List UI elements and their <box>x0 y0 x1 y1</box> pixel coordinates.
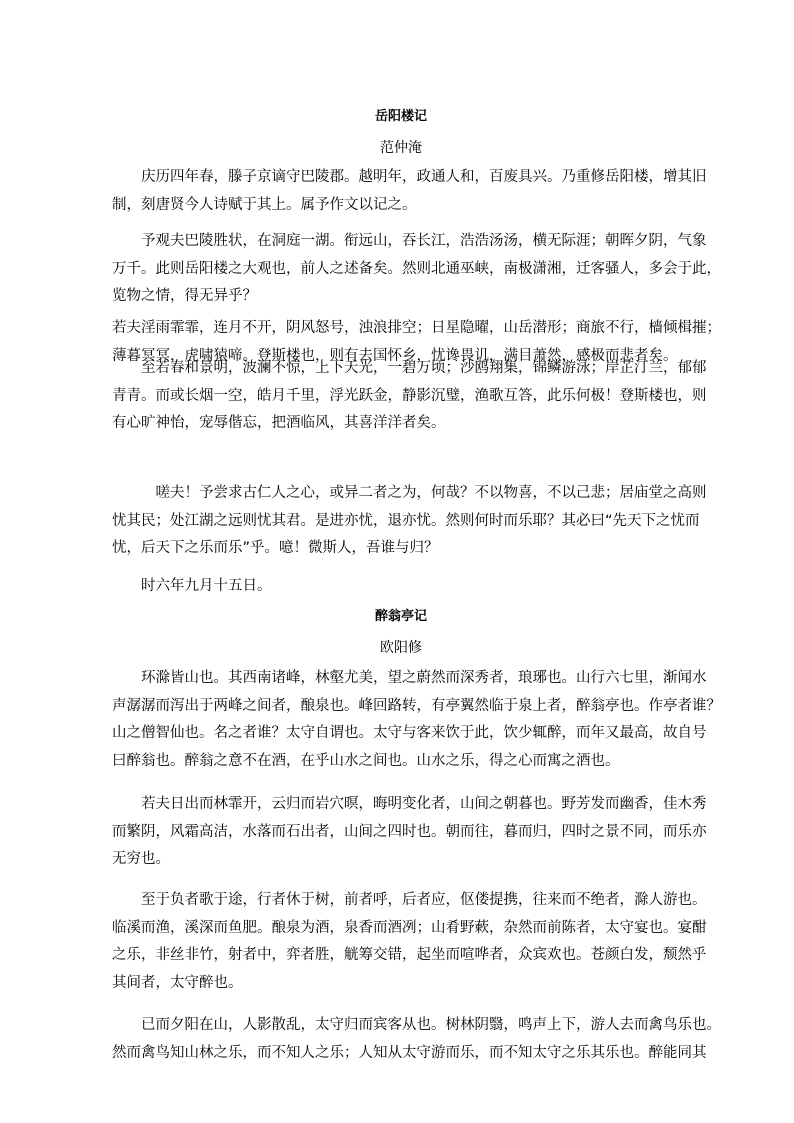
text-line: 时六年九月十五日。 <box>112 578 272 594</box>
text-line: 至于负者歌于途，行者休于树，前者呼，后者应，伛偻提携，往来而不绝者，滁人游也。 <box>112 892 707 908</box>
paragraph <box>112 164 707 219</box>
text-line: 制，刻唐贤今人诗赋于其上。属予作文以记之。 <box>112 196 417 213</box>
paragraph <box>112 228 721 311</box>
paragraph <box>112 791 707 874</box>
essay-author: 范仲淹 <box>380 140 422 156</box>
text-line: 若夫淫雨霏霏，连月不开，阴风怒号，浊浪排空；日星隐曜，山岳潜形；商旅不行，樯倾楫摧； <box>112 320 721 336</box>
paragraph <box>112 665 721 775</box>
text-line: 曰醉翁也。醉翁之意不在酒，在乎山水之间也。山水之乐，得之心而寓之酒也。 <box>112 752 620 769</box>
paragraph <box>112 355 707 438</box>
text-line: 庆历四年春，滕子京谪守巴陵郡。越明年，政通人和，百废具兴。乃重修岳阳楼，增其旧 <box>112 169 707 185</box>
text-line: 若夫日出而林霏开，云归而岩穴暝，晦明变化者，山间之朝暮也。野芳发而幽香，佳木秀 <box>112 796 707 812</box>
text-line: 然而禽鸟知山林之乐，而不知人之乐；人知从太守游而乐，而不知太守之乐其乐也。醉能同其 <box>112 1044 707 1061</box>
text-line: 至若春和景明，波澜不惊，上下天光，一碧万顷；沙鸥翔集，锦鳞游泳；岸芷汀兰，郁郁 <box>112 360 707 376</box>
text-line: 而繁阴，风霜高洁，水落而石出者，山间之四时也。朝而往，暮而归，四时之景不同，而乐亦 <box>112 823 707 840</box>
text-line: 已而夕阳在山，人影散乱，太守归而宾客从也。树林阴翳，鸣声上下，游人去而禽鸟乐也。 <box>112 1017 721 1033</box>
text-line: 环滁皆山也。其西南诸峰，林壑尤美，望之蔚然而深秀者，琅琊也。山行六七里，渐闻水 <box>112 670 707 686</box>
text-line: 忧其民；处江湖之远则忧其君。是进亦忧，退亦忧。然则何时而乐耶？其必曰“先天下之忧而 <box>112 512 700 529</box>
paragraph <box>112 573 690 601</box>
text-line: 青青。而或长烟一空，皓月千里，浮光跃金，静影沉璧，渔歌互答，此乐何极！登斯楼也，则 <box>112 387 707 404</box>
text-line: 之乐，非丝非竹，射者中，弈者胜，觥筹交错，起坐而喧哗者，众宾欢也。苍颜白发，颓然乎 <box>112 947 707 963</box>
text-line: 声潺潺而泻出于两峰之间者，酿泉也。峰回路转，有亭翼然临于泉上者，醉翁亭也。作亭者谁？ <box>112 697 721 714</box>
text-line: 山之僧智仙也。名之者谁？太守自谓也。太守与客来饮于此，饮少辄醉，而年又最高，故自号 <box>112 725 707 741</box>
essay-title: 醉翁亭记 <box>374 609 427 624</box>
text-line: 有心旷神怡，宠辱偕忘，把酒临风，其喜洋洋者矣。 <box>112 415 446 431</box>
paragraph <box>112 887 707 997</box>
paragraph <box>112 480 707 563</box>
text-line: 览物之情，得无异乎？ <box>112 288 257 304</box>
text-line: 临溪而渔，溪深而鱼肥。酿泉为酒，泉香而酒冽；山肴野蔌，杂然而前陈者，太守宴也。宴酣 <box>112 919 707 936</box>
text-line: 薄暮冥冥，虎啸猿啼。登斯楼也，则有去国怀乡，忧谗畏讥，满目萧然，感极而悲者矣。 <box>112 347 678 364</box>
essay-author: 欧阳修 <box>380 640 422 656</box>
paragraph <box>112 1012 721 1067</box>
text-line: 无穷也。 <box>112 851 170 867</box>
text-line: 予观夫巴陵胜状，在洞庭一湖。衔远山，吞长江，浩浩汤汤，横无际涯；朝晖夕阴，气象 <box>112 233 707 249</box>
essay-title: 岳阳楼记 <box>374 109 427 124</box>
text-line: 其间者，太守醉也。 <box>112 974 243 991</box>
text-line: 嗟夫！予尝求古仁人之心，或异二者之为，何哉？不以物喜，不以己悲；居庙堂之高则 <box>112 485 707 501</box>
text-line: 忧，后天下之乐而乐”乎。噫！微斯人，吾谁与归？ <box>112 540 439 556</box>
text-line: 万千。此则岳阳楼之大观也，前人之述备矣。然则北通巫峡，南极潇湘，迁客骚人，多会于此， <box>112 260 721 277</box>
